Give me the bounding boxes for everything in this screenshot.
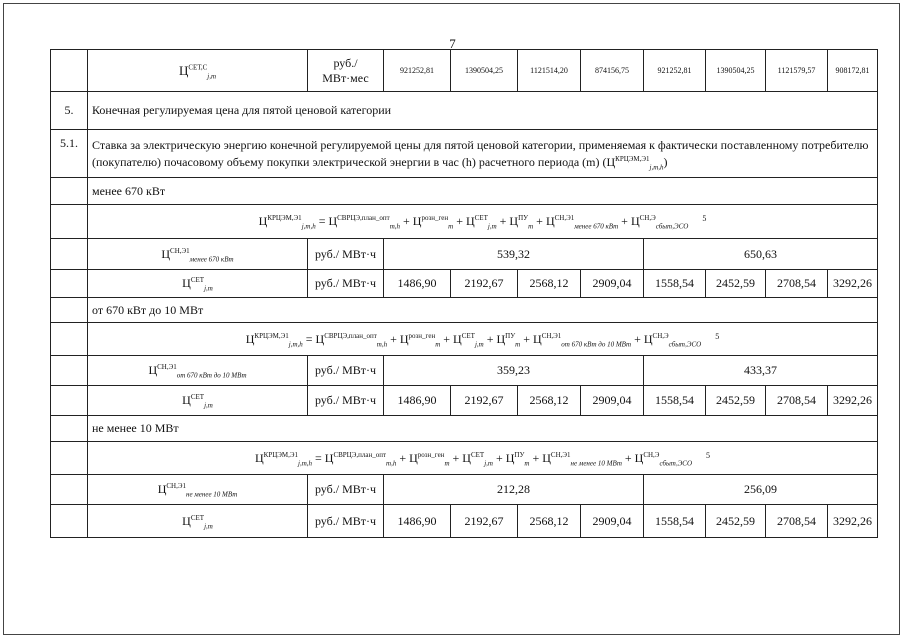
sn-rate-row	[51, 239, 878, 270]
section-51-number: 5.1.	[51, 130, 88, 178]
top-unit-cell: руб./ МВт·мес	[308, 50, 384, 92]
row-num-cell	[51, 239, 88, 270]
sn-unit-cell: руб./ МВт·ч	[308, 239, 384, 270]
sn-value-cell: 539,32	[384, 239, 644, 270]
set-value-cell: 2708,54	[766, 270, 828, 298]
price-formula: $Ц^{КРЦЭМ,Э1}_{j,m,h} = Ц^{СВРЦЭ,план\_опт}_{m,h} + Ц^{розн\_ген}_m + Ц^{СЕТ}_{j,m} + Ц^{ПУ}_m + Ц^{СН,Э1}_{от 670 кВт до 10 МВт} + Ц^{СН,Э}_{сбыт,ЭСО}^5$	[88, 323, 878, 356]
set-value-cell: 2568,12	[518, 505, 581, 538]
group-heading: менее 670 кВт	[88, 178, 878, 205]
section-5-number: 5.	[51, 92, 88, 130]
footnote-mark: 5	[715, 331, 720, 341]
set-value-cell: 1486,90	[384, 505, 451, 538]
sn-symbol-cell: $Ц^{СН,Э1}_{от 670 кВт до 10 МВт}$	[88, 356, 308, 386]
set-rate-row	[51, 270, 878, 298]
sn-value-cell: 359,23	[384, 356, 644, 386]
group-heading: от 670 кВт до 10 МВт	[88, 298, 878, 323]
top-value-cell: 921252,81	[384, 50, 451, 92]
set-value-cell: 1558,54	[644, 270, 706, 298]
sn-symbol-cell: $Ц^{СН,Э1}_{менее 670 кВт}$	[88, 239, 308, 270]
set-unit-cell: руб./ МВт·ч	[308, 270, 384, 298]
footnote-mark: 5	[706, 450, 711, 460]
set-value-cell: 2708,54	[766, 386, 828, 416]
set-value-cell: 2452,59	[706, 505, 766, 538]
set-value-cell: 1558,54	[644, 386, 706, 416]
sn-unit-cell: руб./ МВт·ч	[308, 356, 384, 386]
row-num-cell	[51, 356, 88, 386]
group-heading-row	[51, 178, 878, 205]
page-number: 7	[449, 36, 456, 51]
group-heading-row	[51, 298, 878, 323]
row-num-cell	[51, 323, 88, 356]
row-num-cell	[51, 442, 88, 475]
row-num-cell	[51, 298, 88, 323]
formula-row	[51, 442, 878, 475]
top-value-cell: 1121579,57	[766, 50, 828, 92]
set-value-cell: 3292,26	[828, 386, 878, 416]
sn-rate-row	[51, 475, 878, 505]
top-value-cell: 1121514,20	[518, 50, 581, 92]
section-51-row	[51, 130, 878, 178]
set-symbol-cell: $Ц^{СЕТ}_{j,m}$	[88, 270, 308, 298]
set-value-cell: 2192,67	[451, 270, 518, 298]
sn-rate-row	[51, 356, 878, 386]
set-value-cell: 1486,90	[384, 386, 451, 416]
row-num-cell	[51, 205, 88, 239]
set-unit-cell: руб./ МВт·ч	[308, 505, 384, 538]
group-heading-row	[51, 416, 878, 442]
set-value-cell: 2192,67	[451, 386, 518, 416]
set-value-cell: 1558,54	[644, 505, 706, 538]
sn-value-cell: 256,09	[644, 475, 878, 505]
sn-value-cell: 433,37	[644, 356, 878, 386]
set-symbol-cell: $Ц^{СЕТ}_{j,m}$	[88, 386, 308, 416]
set-value-cell: 1486,90	[384, 270, 451, 298]
section-5-title: Конечная регулируемая цена для пятой ценовой категории	[88, 92, 878, 130]
row-num-cell	[51, 505, 88, 538]
set-value-cell: 2568,12	[518, 386, 581, 416]
top-row	[51, 50, 878, 92]
set-unit-cell: руб./ МВт·ч	[308, 386, 384, 416]
top-value-cell: 1390504,25	[451, 50, 518, 92]
set-value-cell: 2192,67	[451, 505, 518, 538]
set-value-cell: 2909,04	[581, 386, 644, 416]
row-num-cell	[51, 270, 88, 298]
set-value-cell: 2452,59	[706, 270, 766, 298]
section-51-text: Ставка за электрическую энергию конечной регулируемой цены для пятой ценовой категории, применяемая к фактически поставленному потребителю (покупателю) почасовому объему покупки электрической энергии в час (h) расчетного периода (m) $(Ц^{КРЦЭМ,Э1}_{j,m,h})$	[88, 130, 878, 178]
top-value-cell: 1390504,25	[706, 50, 766, 92]
formula-row	[51, 205, 878, 239]
set-rate-row	[51, 386, 878, 416]
section-5-row	[51, 92, 878, 130]
set-value-cell: 3292,26	[828, 270, 878, 298]
group-heading: не менее 10 МВт	[88, 416, 878, 442]
sn-value-cell: 212,28	[384, 475, 644, 505]
set-value-cell: 2568,12	[518, 270, 581, 298]
top-symbol-cell: $Ц^{СЕТ,С}_{j,m}$	[88, 50, 308, 92]
price-formula: $Ц^{КРЦЭМ,Э1}_{j,m,h} = Ц^{СВРЦЭ,план\_опт}_{m,h} + Ц^{розн\_ген}_m + Ц^{СЕТ}_{j,m} + Ц^{ПУ}_m + Ц^{СН,Э1}_{менее 670 кВт} + Ц^{СН,Э}_{сбыт,ЭСО}^5$	[88, 205, 878, 239]
set-value-cell: 3292,26	[828, 505, 878, 538]
tariff-table	[50, 49, 878, 538]
sn-value-cell: 650,63	[644, 239, 878, 270]
set-value-cell: 2909,04	[581, 505, 644, 538]
row-num-cell	[51, 416, 88, 442]
top-value-cell: 921252,81	[644, 50, 706, 92]
row-num-cell	[51, 178, 88, 205]
set-value-cell: 2452,59	[706, 386, 766, 416]
price-formula: $Ц^{КРЦЭМ,Э1}_{j,m,h} = Ц^{СВРЦЭ,план\_опт}_{m,h} + Ц^{розн\_ген}_m + Ц^{СЕТ}_{j,m} + Ц^{ПУ}_m + Ц^{СН,Э1}_{не менее 10 МВт} + Ц^{СН,Э}_{сбыт,ЭСО}^5$	[88, 442, 878, 475]
top-value-cell: 874156,75	[581, 50, 644, 92]
footnote-mark: 5	[702, 214, 707, 223]
row-num-cell	[51, 386, 88, 416]
top-value-cell: 908172,81	[828, 50, 878, 92]
formula-row	[51, 323, 878, 356]
set-rate-row	[51, 505, 878, 538]
row-num-cell	[51, 475, 88, 505]
set-symbol-cell: $Ц^{СЕТ}_{j,m}$	[88, 505, 308, 538]
sn-symbol-cell: $Ц^{СН,Э1}_{не менее 10 МВт}$	[88, 475, 308, 505]
set-value-cell: 2708,54	[766, 505, 828, 538]
sn-unit-cell: руб./ МВт·ч	[308, 475, 384, 505]
set-value-cell: 2909,04	[581, 270, 644, 298]
row-num-cell	[51, 50, 88, 92]
